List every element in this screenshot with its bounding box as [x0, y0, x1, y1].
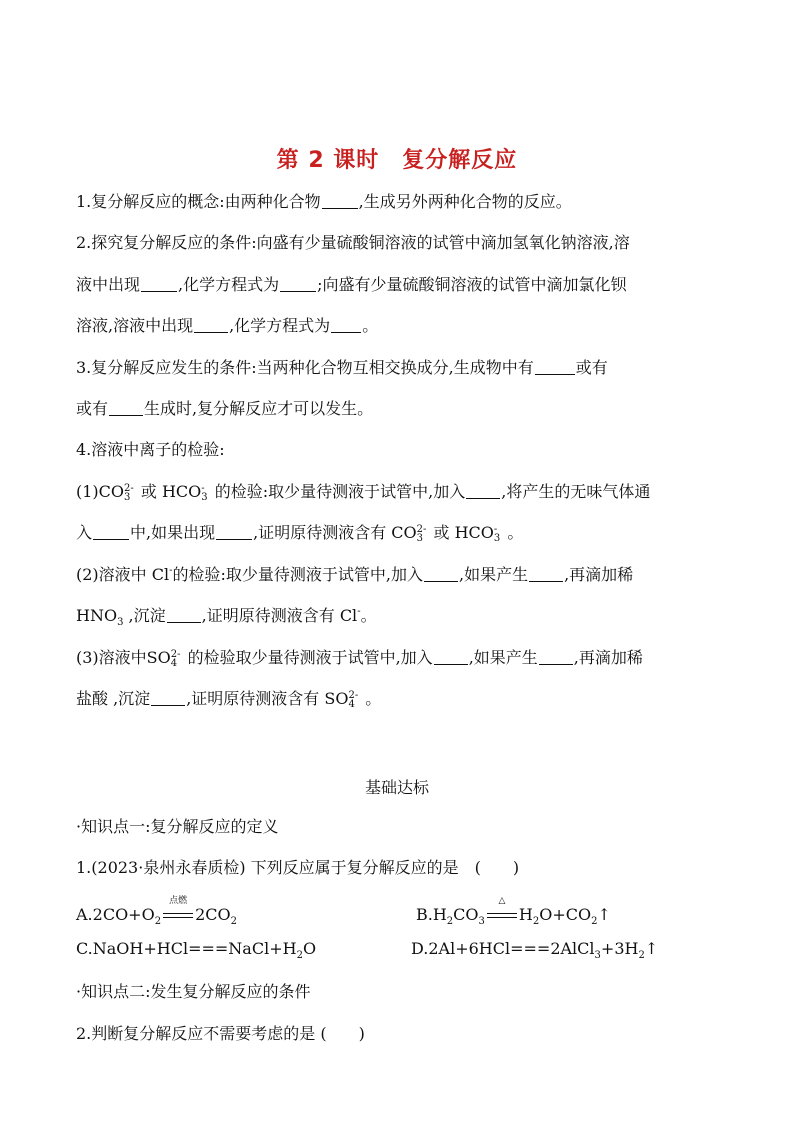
answer-blank[interactable] [424, 567, 458, 582]
answer-blank[interactable] [539, 650, 573, 665]
question-4-2-line-2: $HNO_3$ ,沉淀 ,证明原待测液含有 Cl-。 [76, 606, 377, 628]
answer-blank[interactable] [151, 691, 185, 706]
knowledge-point-1: ·知识点一:复分解反应的定义 [76, 817, 279, 836]
answer-blank[interactable] [141, 277, 177, 292]
answer-blank[interactable] [109, 401, 143, 416]
answer-blank[interactable] [434, 650, 468, 665]
answer-blank[interactable] [331, 318, 361, 333]
exercise-1-option-a[interactable]: $A.2CO+O_2$ 点燃 $2CO_2$ [76, 896, 237, 927]
exercise-1-option-d[interactable]: $D.2Al+6HCl===2AlCl_3+3H_2↑$ [411, 939, 659, 961]
exercise-1-option-b[interactable]: $B.H_2CO_3$ △ $H_2O+CO_2↑$ [416, 896, 611, 927]
question-2-line-1: 2.探究复分解反应的条件:向盛有少量硫酸铜溶液的试管中滴加氢氧化钠溶液,溶 [76, 233, 630, 252]
question-4-3-line-1: (3)溶液中SO 2- 4 的检验取少量待测液于试管中,加入 ,如果产生 ,再滴加稀 [76, 648, 643, 669]
reaction-condition: △ [485, 904, 519, 922]
question-3-line-1: 3.复分解反应发生的条件:当两种化合物互相交换成分,生成物中有 或有 [76, 358, 608, 377]
exercise-1-stem: 1.(2023·泉州永春质检) 下列反应属于复分解反应的是 ( ) [76, 858, 520, 877]
question-4-1-line-1: (1)CO 2- 3 或 HCO - 3 的检验:取少量待测液于试管中,加入 ,将产生的无味气体通 [76, 482, 651, 503]
knowledge-point-2: ·知识点二:发生复分解反应的条件 [76, 982, 311, 1001]
answer-blank[interactable] [93, 525, 129, 540]
section-title: 基础达标 [364, 778, 429, 797]
exercise-2-stem: 2.判断复分解反应不需要考虑的是 ( ) [76, 1024, 365, 1043]
question-2-line-3: 溶液,溶液中出现 ,化学方程式为 。 [76, 316, 379, 335]
question-4-3-line-2: 盐酸 ,沉淀 ,证明原待测液含有 SO 2- 4 。 [76, 689, 382, 710]
answer-blank[interactable] [529, 567, 563, 582]
exercise-1-option-c[interactable]: $C.NaOH+HCl===NaCl+H_2O$ [76, 939, 317, 961]
answer-blank[interactable] [322, 194, 358, 209]
question-1: 1.复分解反应的概念:由两种化合物 ,生成另外两种化合物的反应。 [76, 192, 572, 211]
answer-blank[interactable] [167, 608, 201, 623]
answer-blank[interactable] [466, 484, 500, 499]
question-2-line-2: 液中出现 ,化学方程式为 ;向盛有少量硫酸铜溶液的试管中滴加氯化钡 [76, 275, 627, 294]
answer-blank[interactable] [216, 525, 252, 540]
page-title: 第 2 课时 复分解反应 [276, 148, 518, 173]
answer-blank[interactable] [194, 318, 228, 333]
question-3-line-2: 或有 生成时,复分解反应才可以发生。 [76, 399, 374, 418]
reaction-condition: 点燃 [161, 904, 195, 922]
answer-blank[interactable] [535, 360, 575, 375]
question-4-heading: 4.溶液中离子的检验: [76, 440, 225, 459]
answer-blank[interactable] [280, 277, 316, 292]
question-4-2-line-1: (2)溶液中 Cl-的检验:取少量待测液于试管中,加入 ,如果产生 ,再滴加稀 [76, 565, 634, 584]
question-4-1-line-2: 入 中,如果出现 ,证明原待测液含有 CO 2- 3 或 HCO - 3 。 [76, 523, 524, 544]
